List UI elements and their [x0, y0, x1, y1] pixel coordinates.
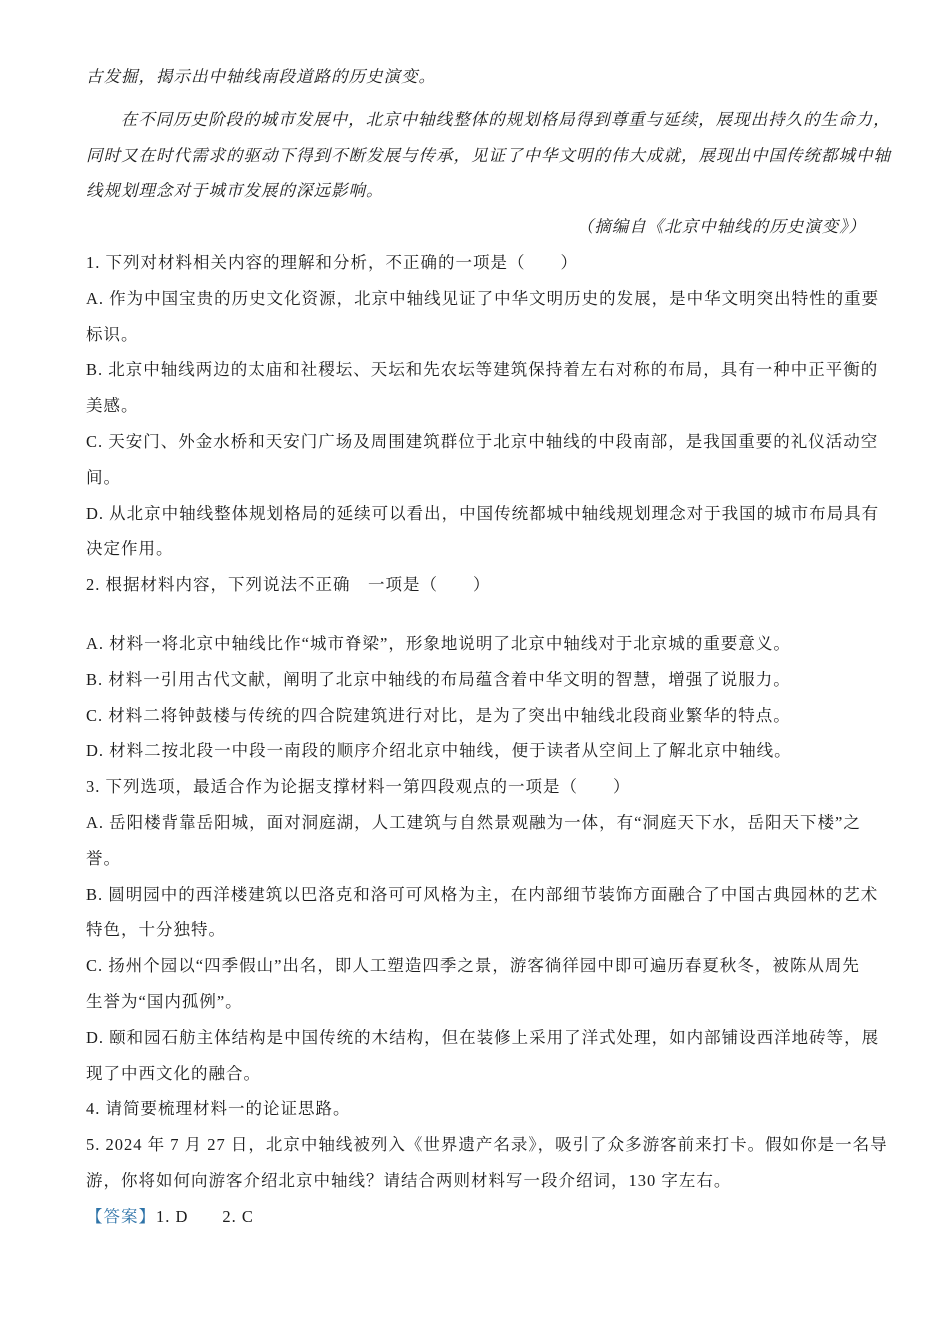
- text-line: A. 材料一将北京中轴线比作“城市脊梁”，形象地说明了北京中轴线对于北京城的重要意义。: [86, 633, 791, 653]
- text-line: 在不同历史阶段的城市发展中，北京中轴线整体的规划格局得到尊重与延续，展现出持久的生命力，: [120, 109, 891, 129]
- text-line: B. 材料一引用古代文献，阐明了北京中轴线的布局蕴含着中华文明的智慧，增强了说服力。: [86, 669, 791, 689]
- text-line: 决定作用。: [86, 539, 174, 559]
- text-line: D. 材料二按北段一中段一南段的顺序介绍北京中轴线，便于读者从空间上了解北京中轴线。: [86, 741, 792, 761]
- text-line: 标识。: [86, 324, 139, 344]
- text-line: 5. 2024 年 7 月 27 日，北京中轴线被列入《世界遗产名录》，吸引了众多游客前来打卡。假如你是一名导: [86, 1135, 888, 1155]
- text-line: 特色，十分独特。: [86, 920, 226, 940]
- text-line: C. 材料二将钟鼓楼与传统的四合院建筑进行对比，是为了突出中轴线北段商业繁华的特点。: [86, 705, 791, 725]
- text-line: B. 北京中轴线两边的太庙和社稷坛、天坛和先农坛等建筑保持着左右对称的布局，具有一种中正平衡的: [86, 360, 879, 380]
- text-line: D. 颐和园石舫主体结构是中国传统的木结构，但在装修上采用了洋式处理，如内部铺设西洋地砖等，展: [86, 1027, 880, 1047]
- text-line: C. 扬州个园以“四季假山”出名，即人工塑造四季之景，游客徜徉园中即可遍历春夏秋冬，被陈从周先: [86, 956, 860, 976]
- text-line: C. 天安门、外金水桥和天安门广场及周围建筑群位于北京中轴线的中段南部，是我国重要的礼仪活动空: [86, 431, 879, 451]
- text-line: （摘编自《北京中轴线的历史演变》）: [576, 217, 866, 237]
- text-line: 1. 下列对材料相关内容的理解和分析，不正确的一项是（ ）: [86, 252, 578, 272]
- text-line: 美感。: [86, 396, 139, 416]
- text-line: 誉。: [86, 848, 121, 868]
- text-line: A. 作为中国宝贵的历史文化资源，北京中轴线见证了中华文明历史的发展，是中华文明突出特性的重要: [86, 288, 880, 308]
- answer-line: [86, 1199, 890, 1235]
- text-line: 生誉为“国内孤例”。: [86, 991, 243, 1011]
- text-line: 4. 请简要梳理材料一的论证思路。: [86, 1099, 351, 1119]
- text-line: D. 从北京中轴线整体规划格局的延续可以看出，中国传统都城中轴线规划理念对于我国的城市布局具有: [86, 503, 880, 523]
- document-body: [86, 59, 890, 1199]
- text-line: 现了中西文化的融合。: [86, 1063, 261, 1083]
- answer-item-2: 2. C: [222, 1206, 254, 1226]
- text-line: 古发掘，揭示出中轴线南段道路的历史演变。: [86, 67, 436, 86]
- text-line: 间。: [86, 467, 121, 487]
- text-line: 同时又在时代需求的驱动下得到不断发展与传承，见证了中华文明的伟大成就，展现出中国传统都城中轴: [86, 145, 891, 165]
- text-line: 游，你将如何向游客介绍北京中轴线？请结合两则材料写一段介绍词，130 字左右。: [86, 1170, 732, 1190]
- answer-item-1: 1. D: [156, 1206, 189, 1226]
- text-line: 3. 下列选项，最适合作为论据支撑材料一第四段观点的一项是（ ）: [86, 777, 631, 797]
- text-line: 2. 根据材料内容，下列说法不正确 一项是（ ）: [86, 575, 491, 595]
- text-line: B. 圆明园中的西洋楼建筑以巴洛克和洛可可风格为主，在内部细节装饰方面融合了中国古典园林的艺术: [86, 884, 879, 904]
- text-line: 线规划理念对于城市发展的深远影响。: [86, 181, 384, 201]
- text-line: A. 岳阳楼背靠岳阳城，面对洞庭湖，人工建筑与自然景观融为一体，有“洞庭天下水，岳阳天下楼”之: [86, 812, 861, 832]
- answer-label: 【答案】: [86, 1206, 156, 1226]
